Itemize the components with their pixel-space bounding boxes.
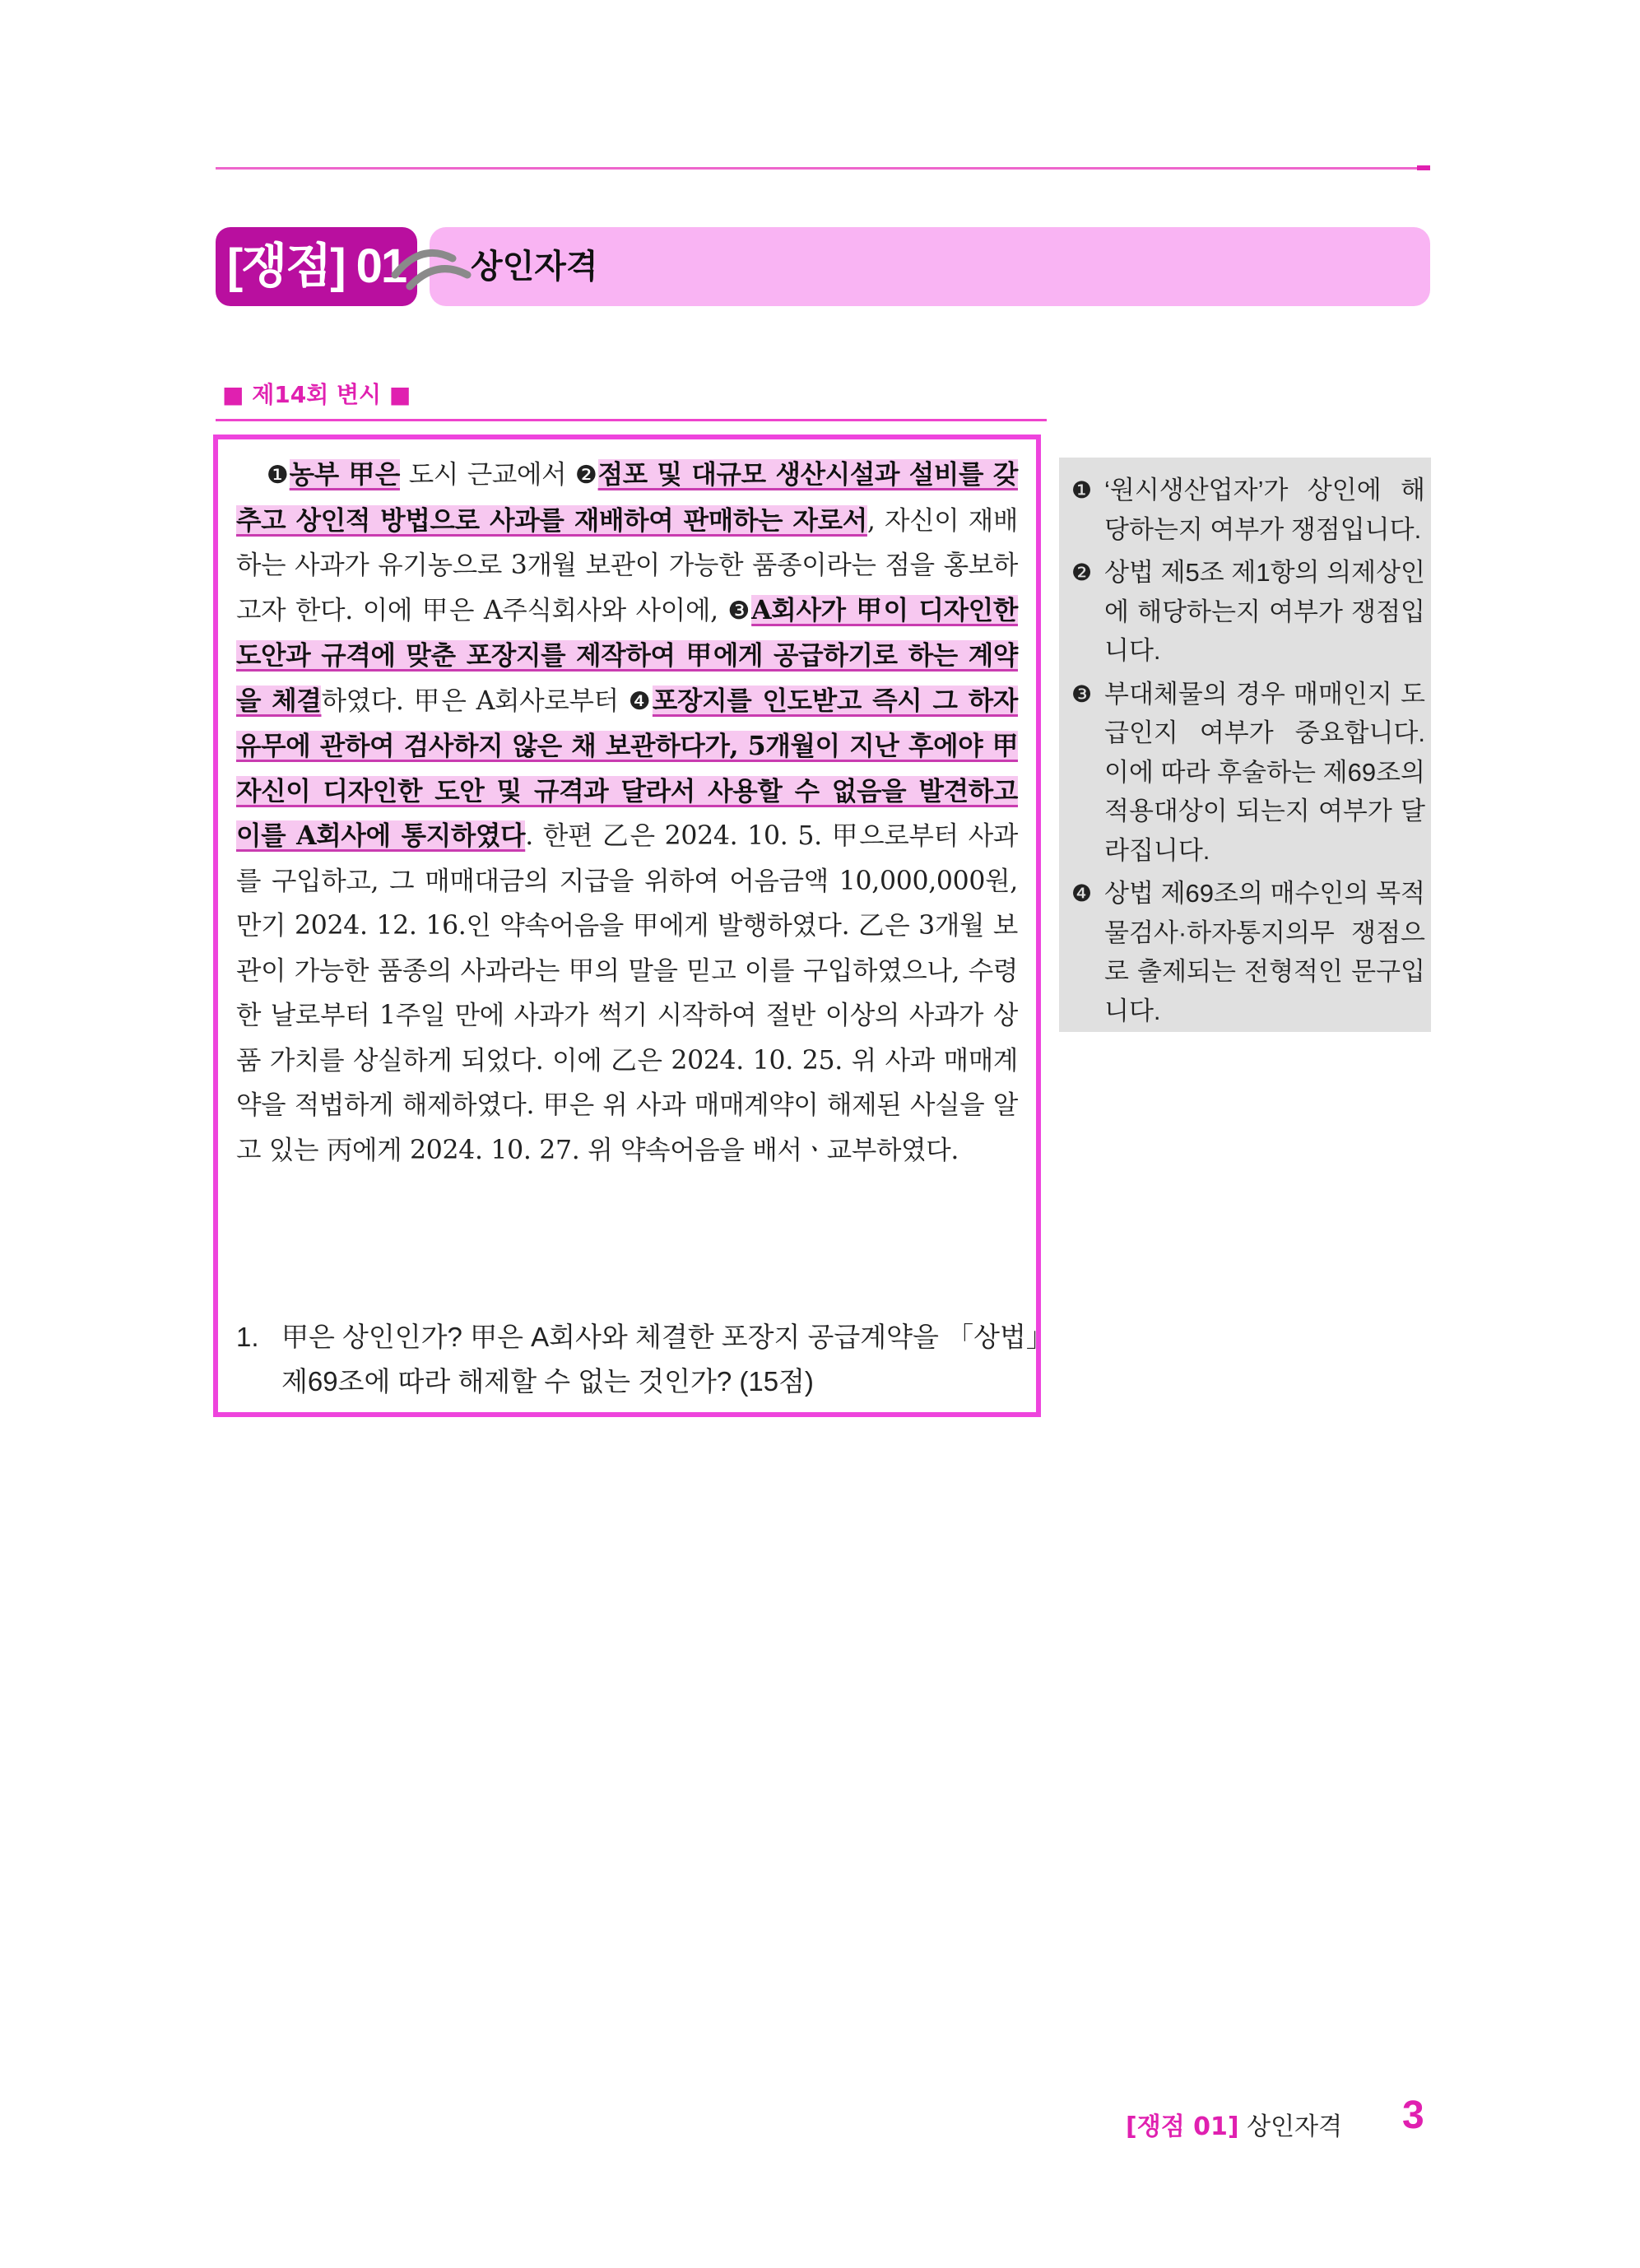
chapter-title: 상인자격 — [471, 248, 598, 286]
exam-rule — [216, 419, 1047, 421]
note-marker: ❸ — [1071, 680, 1093, 708]
case-segment-1: 도시 근교에서 — [399, 460, 575, 490]
question-line-1: 甲은 상인인가? 甲은 A회사와 체결한 포장지 공급계약을 「상법」 — [281, 1322, 1053, 1352]
note-text: 부대체물의 경우 매매인지 도급인지 여부가 중요합니다. 이에 따라 후술하는 제69조의 적용대상이 되는지 여부가 달라집니다. — [1104, 679, 1425, 865]
note-marker: ❷ — [1071, 559, 1093, 586]
footer-title: 상인자격 — [1247, 2112, 1343, 2141]
top-rule — [216, 167, 1429, 170]
note-marker: ❶ — [1071, 476, 1093, 504]
highlight-4: 포장지를 인도받고 즉시 그 하자 유무에 관하여 검사하지 않은 채 보관하다가, 5개월이 지난 후에야 甲 자신이 디자인한 도안 및 규격과 달라서 사용할 수 없음을 발견하고 이를 A회사에 통지하였다 — [236, 685, 1018, 851]
top-rule-mark — [1417, 165, 1430, 170]
question-line-2: 제69조에 따라 해제할 수 없는 것인가? (15점) — [281, 1366, 814, 1397]
highlight-2: 점포 및 대규모 생산시설과 설비를 갖추고 상인적 방법으로 사과를 재배하여 판매하는 자로서 — [236, 459, 1018, 536]
exam-label: ■ 제14회 변시 ■ — [222, 381, 411, 408]
case-segment-3: 하였다. 甲은 A회사로부터 — [321, 686, 629, 716]
marker-1: ❶ — [266, 461, 290, 490]
marker-2: ❷ — [574, 461, 598, 490]
note-marker: ❹ — [1071, 880, 1093, 907]
chapter-badge: [쟁점] 01 — [216, 227, 417, 306]
note-text: ‘원시생산업자’가 상인에 해당하는지 여부가 쟁점입니다. — [1104, 476, 1425, 544]
note-item — [1071, 874, 1425, 1030]
note-item — [1071, 675, 1425, 871]
note-text: 상법 제5조 제1항의 의제상인에 해당하는지 여부가 쟁점입니다. — [1104, 558, 1425, 665]
page-number: 3 — [1402, 2094, 1424, 2137]
case-segment-4: . 한편 乙은 2024. 10. 5. 甲으로부터 사과를 구입하고, 그 매매대금의 지급을 위하여 어음금액 10,000,000원, 만기 2024. 12. 16.인 약속어음을 甲에게 발행하였다. 乙은 3개월 보관이 가능한 품종의 사과라는 甲의 말을 믿고 이를 구입하였으나, 수령한 날로부터 1주일 만에 사과가 썩기 시작하여 절반 이상의 사과가 상품 가치를 상실하게 되었다. 이에 乙은 2024. 10. 25. 위 사과 매매계약을 적법하게 해제하였다. 甲은 위 사과 매매계약이 해제된 사실을 알고 있는 丙에게 2024. 10. 27. 위 약속어음을 배서ㆍ교부하였다. — [236, 821, 1019, 1165]
question-number: 1. — [236, 1322, 259, 1352]
chapter-header — [216, 227, 1430, 306]
curl-icon — [388, 239, 479, 296]
footer-section: [쟁점 01] — [1126, 2112, 1239, 2141]
note-text: 상법 제69조의 매수인의 목적물검사·하자통지의무 쟁점으로 출제되는 전형적인 문구입니다. — [1104, 879, 1425, 1025]
marker-3: ❸ — [727, 596, 752, 625]
marker-4: ❹ — [628, 686, 653, 716]
case-segment-2: , 자신이 재배하는 사과가 유기농으로 3개월 보관이 가능한 품종이라는 점을 홍보하고자 한다. 이에 甲은 A주식회사와 사이에, — [236, 505, 1018, 625]
note-item — [1071, 471, 1425, 549]
highlight-1: 농부 甲은 — [289, 459, 400, 490]
footer-label — [1126, 2106, 1342, 2142]
highlight-3: A회사가 甲이 디자인한 도안과 규격에 맞춘 포장지를 제작하여 甲에게 공급하기로 하는 계약을 체결 — [236, 594, 1018, 716]
case-text — [236, 453, 1018, 1173]
note-item — [1071, 553, 1425, 671]
notes-list — [1071, 471, 1425, 1034]
